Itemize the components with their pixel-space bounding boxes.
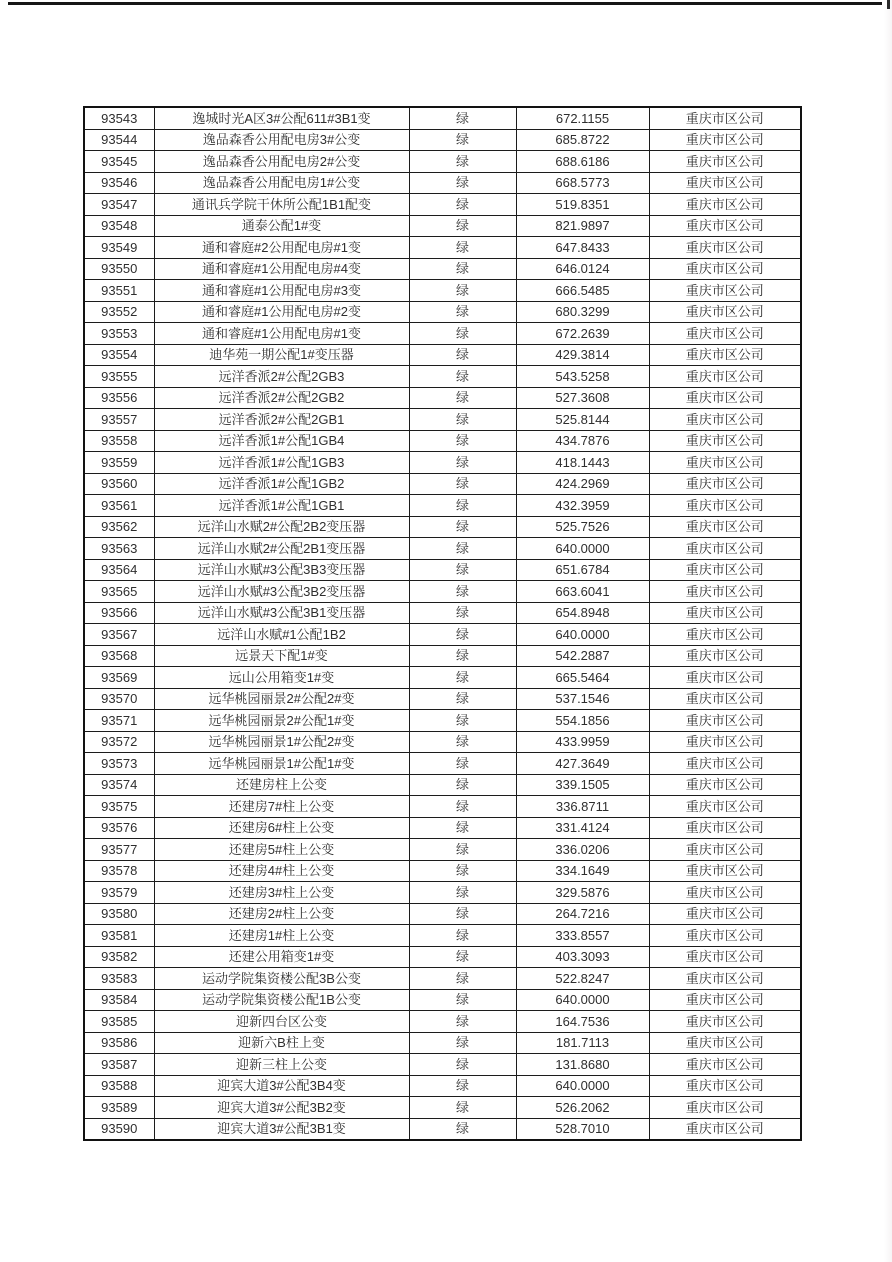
cell-company: 重庆市区公司 xyxy=(649,989,801,1011)
cell-status: 绿 xyxy=(409,323,516,345)
cell-name: 远洋香派1#公配1GB2 xyxy=(154,473,409,495)
table-row xyxy=(84,473,801,495)
cell-value: 672.2639 xyxy=(516,323,649,345)
cell-value: 647.8433 xyxy=(516,237,649,259)
cell-name: 远华桃园丽景1#公配2#变 xyxy=(154,731,409,753)
cell-company: 重庆市区公司 xyxy=(649,1011,801,1033)
cell-company: 重庆市区公司 xyxy=(649,860,801,882)
cell-status: 绿 xyxy=(409,516,516,538)
cell-name: 还建房6#柱上公变 xyxy=(154,817,409,839)
cell-name: 远洋香派1#公配1GB4 xyxy=(154,430,409,452)
transformer-data-table xyxy=(83,106,802,1141)
cell-company: 重庆市区公司 xyxy=(649,151,801,173)
cell-id: 93585 xyxy=(84,1011,154,1033)
cell-company: 重庆市区公司 xyxy=(649,817,801,839)
table-row xyxy=(84,1054,801,1076)
cell-value: 434.7876 xyxy=(516,430,649,452)
cell-name: 还建房7#柱上公变 xyxy=(154,796,409,818)
cell-id: 93564 xyxy=(84,559,154,581)
cell-status: 绿 xyxy=(409,301,516,323)
cell-value: 528.7010 xyxy=(516,1118,649,1140)
cell-status: 绿 xyxy=(409,839,516,861)
cell-value: 542.2887 xyxy=(516,645,649,667)
cell-value: 640.0000 xyxy=(516,1075,649,1097)
cell-name: 逸品森香公用配电房2#公变 xyxy=(154,151,409,173)
cell-value: 666.5485 xyxy=(516,280,649,302)
cell-id: 93548 xyxy=(84,215,154,237)
page-top-rule xyxy=(8,2,882,5)
cell-name: 迎宾大道3#公配3B4变 xyxy=(154,1075,409,1097)
cell-status: 绿 xyxy=(409,1011,516,1033)
table-row xyxy=(84,516,801,538)
cell-company: 重庆市区公司 xyxy=(649,903,801,925)
table-row xyxy=(84,1075,801,1097)
cell-status: 绿 xyxy=(409,1054,516,1076)
cell-name: 远洋香派2#公配2GB2 xyxy=(154,387,409,409)
cell-id: 93558 xyxy=(84,430,154,452)
cell-value: 543.5258 xyxy=(516,366,649,388)
cell-value: 403.3093 xyxy=(516,946,649,968)
cell-id: 93586 xyxy=(84,1032,154,1054)
cell-id: 93571 xyxy=(84,710,154,732)
table-row xyxy=(84,495,801,517)
cell-id: 93589 xyxy=(84,1097,154,1119)
cell-id: 93568 xyxy=(84,645,154,667)
cell-id: 93565 xyxy=(84,581,154,603)
table-row xyxy=(84,1118,801,1140)
cell-status: 绿 xyxy=(409,237,516,259)
table-row xyxy=(84,882,801,904)
cell-id: 93582 xyxy=(84,946,154,968)
cell-value: 527.3608 xyxy=(516,387,649,409)
cell-name: 逸品森香公用配电房1#公变 xyxy=(154,172,409,194)
cell-value: 640.0000 xyxy=(516,538,649,560)
cell-status: 绿 xyxy=(409,968,516,990)
cell-company: 重庆市区公司 xyxy=(649,1075,801,1097)
cell-company: 重庆市区公司 xyxy=(649,194,801,216)
table-row xyxy=(84,817,801,839)
cell-name: 远洋山水赋#1公配1B2 xyxy=(154,624,409,646)
cell-status: 绿 xyxy=(409,258,516,280)
cell-status: 绿 xyxy=(409,473,516,495)
cell-status: 绿 xyxy=(409,989,516,1011)
table-row xyxy=(84,129,801,151)
cell-value: 331.4124 xyxy=(516,817,649,839)
cell-id: 93545 xyxy=(84,151,154,173)
cell-company: 重庆市区公司 xyxy=(649,731,801,753)
cell-value: 329.5876 xyxy=(516,882,649,904)
cell-status: 绿 xyxy=(409,817,516,839)
table-row xyxy=(84,387,801,409)
cell-company: 重庆市区公司 xyxy=(649,366,801,388)
cell-company: 重庆市区公司 xyxy=(649,538,801,560)
table-row xyxy=(84,409,801,431)
cell-id: 93559 xyxy=(84,452,154,474)
table-row xyxy=(84,1097,801,1119)
table-row xyxy=(84,925,801,947)
table-row xyxy=(84,753,801,775)
cell-name: 逸城时光A区3#公配611#3B1变 xyxy=(154,107,409,129)
cell-status: 绿 xyxy=(409,731,516,753)
cell-name: 远洋山水赋2#公配2B1变压器 xyxy=(154,538,409,560)
cell-company: 重庆市区公司 xyxy=(649,301,801,323)
table-row xyxy=(84,430,801,452)
cell-id: 93580 xyxy=(84,903,154,925)
cell-value: 418.1443 xyxy=(516,452,649,474)
table-body xyxy=(84,107,801,1140)
table-row xyxy=(84,366,801,388)
cell-id: 93556 xyxy=(84,387,154,409)
table-row xyxy=(84,860,801,882)
cell-value: 429.3814 xyxy=(516,344,649,366)
cell-name: 远洋香派2#公配2GB1 xyxy=(154,409,409,431)
cell-company: 重庆市区公司 xyxy=(649,624,801,646)
cell-id: 93563 xyxy=(84,538,154,560)
cell-name: 远华桃园丽景1#公配1#变 xyxy=(154,753,409,775)
cell-value: 821.9897 xyxy=(516,215,649,237)
cell-id: 93562 xyxy=(84,516,154,538)
cell-id: 93577 xyxy=(84,839,154,861)
cell-company: 重庆市区公司 xyxy=(649,688,801,710)
cell-value: 131.8680 xyxy=(516,1054,649,1076)
table-row xyxy=(84,344,801,366)
cell-name: 远洋山水赋#3公配3B3变压器 xyxy=(154,559,409,581)
cell-status: 绿 xyxy=(409,107,516,129)
cell-status: 绿 xyxy=(409,129,516,151)
cell-value: 339.1505 xyxy=(516,774,649,796)
cell-value: 651.6784 xyxy=(516,559,649,581)
table-row xyxy=(84,774,801,796)
cell-status: 绿 xyxy=(409,1118,516,1140)
cell-status: 绿 xyxy=(409,882,516,904)
cell-company: 重庆市区公司 xyxy=(649,344,801,366)
cell-value: 522.8247 xyxy=(516,968,649,990)
cell-value: 336.8711 xyxy=(516,796,649,818)
cell-status: 绿 xyxy=(409,409,516,431)
cell-value: 554.1856 xyxy=(516,710,649,732)
cell-value: 672.1155 xyxy=(516,107,649,129)
cell-id: 93584 xyxy=(84,989,154,1011)
table-row xyxy=(84,323,801,345)
scan-edge-band xyxy=(884,0,892,1262)
cell-value: 164.7536 xyxy=(516,1011,649,1033)
cell-value: 525.8144 xyxy=(516,409,649,431)
cell-name: 还建房3#柱上公变 xyxy=(154,882,409,904)
table-row xyxy=(84,151,801,173)
cell-id: 93553 xyxy=(84,323,154,345)
cell-id: 93573 xyxy=(84,753,154,775)
table-row xyxy=(84,710,801,732)
scan-edge-mark xyxy=(887,0,890,9)
cell-name: 远洋香派1#公配1GB1 xyxy=(154,495,409,517)
cell-status: 绿 xyxy=(409,452,516,474)
table-row xyxy=(84,602,801,624)
cell-id: 93543 xyxy=(84,107,154,129)
cell-name: 远洋山水赋2#公配2B2变压器 xyxy=(154,516,409,538)
cell-name: 还建房柱上公变 xyxy=(154,774,409,796)
cell-id: 93567 xyxy=(84,624,154,646)
cell-value: 432.3959 xyxy=(516,495,649,517)
cell-name: 通和睿庭#2公用配电房#1变 xyxy=(154,237,409,259)
cell-name: 远洋香派1#公配1GB3 xyxy=(154,452,409,474)
cell-status: 绿 xyxy=(409,194,516,216)
cell-name: 通和睿庭#1公用配电房#1变 xyxy=(154,323,409,345)
cell-status: 绿 xyxy=(409,903,516,925)
table-row xyxy=(84,215,801,237)
cell-status: 绿 xyxy=(409,1097,516,1119)
cell-id: 93557 xyxy=(84,409,154,431)
cell-value: 668.5773 xyxy=(516,172,649,194)
table-row xyxy=(84,1032,801,1054)
cell-value: 519.8351 xyxy=(516,194,649,216)
cell-company: 重庆市区公司 xyxy=(649,129,801,151)
cell-value: 646.0124 xyxy=(516,258,649,280)
cell-id: 93547 xyxy=(84,194,154,216)
table-row xyxy=(84,237,801,259)
cell-company: 重庆市区公司 xyxy=(649,581,801,603)
cell-status: 绿 xyxy=(409,538,516,560)
table-row xyxy=(84,258,801,280)
cell-id: 93575 xyxy=(84,796,154,818)
cell-company: 重庆市区公司 xyxy=(649,839,801,861)
cell-name: 还建房4#柱上公变 xyxy=(154,860,409,882)
cell-name: 还建房5#柱上公变 xyxy=(154,839,409,861)
cell-id: 93546 xyxy=(84,172,154,194)
cell-company: 重庆市区公司 xyxy=(649,1097,801,1119)
table-row xyxy=(84,989,801,1011)
cell-status: 绿 xyxy=(409,796,516,818)
cell-value: 333.8557 xyxy=(516,925,649,947)
cell-company: 重庆市区公司 xyxy=(649,925,801,947)
cell-status: 绿 xyxy=(409,624,516,646)
cell-company: 重庆市区公司 xyxy=(649,968,801,990)
cell-company: 重庆市区公司 xyxy=(649,645,801,667)
cell-status: 绿 xyxy=(409,344,516,366)
cell-value: 654.8948 xyxy=(516,602,649,624)
cell-name: 还建房2#柱上公变 xyxy=(154,903,409,925)
cell-status: 绿 xyxy=(409,559,516,581)
cell-id: 93570 xyxy=(84,688,154,710)
cell-id: 93555 xyxy=(84,366,154,388)
cell-name: 远洋香派2#公配2GB3 xyxy=(154,366,409,388)
cell-id: 93578 xyxy=(84,860,154,882)
cell-value: 433.9959 xyxy=(516,731,649,753)
cell-status: 绿 xyxy=(409,366,516,388)
table-row xyxy=(84,107,801,129)
cell-id: 93566 xyxy=(84,602,154,624)
cell-name: 远华桃园丽景2#公配2#变 xyxy=(154,688,409,710)
cell-status: 绿 xyxy=(409,280,516,302)
cell-company: 重庆市区公司 xyxy=(649,796,801,818)
cell-company: 重庆市区公司 xyxy=(649,667,801,689)
cell-status: 绿 xyxy=(409,215,516,237)
cell-name: 还建房1#柱上公变 xyxy=(154,925,409,947)
cell-value: 525.7526 xyxy=(516,516,649,538)
cell-value: 665.5464 xyxy=(516,667,649,689)
cell-company: 重庆市区公司 xyxy=(649,1054,801,1076)
cell-value: 264.7216 xyxy=(516,903,649,925)
table-row xyxy=(84,1011,801,1033)
cell-company: 重庆市区公司 xyxy=(649,172,801,194)
cell-company: 重庆市区公司 xyxy=(649,516,801,538)
table-row xyxy=(84,452,801,474)
table-row xyxy=(84,946,801,968)
cell-company: 重庆市区公司 xyxy=(649,430,801,452)
cell-value: 663.6041 xyxy=(516,581,649,603)
cell-company: 重庆市区公司 xyxy=(649,602,801,624)
cell-name: 迎新三柱上公变 xyxy=(154,1054,409,1076)
table-row xyxy=(84,731,801,753)
cell-company: 重庆市区公司 xyxy=(649,323,801,345)
table-row xyxy=(84,538,801,560)
cell-id: 93561 xyxy=(84,495,154,517)
cell-status: 绿 xyxy=(409,602,516,624)
cell-company: 重庆市区公司 xyxy=(649,559,801,581)
cell-value: 680.3299 xyxy=(516,301,649,323)
table-row xyxy=(84,688,801,710)
cell-id: 93587 xyxy=(84,1054,154,1076)
cell-company: 重庆市区公司 xyxy=(649,774,801,796)
cell-status: 绿 xyxy=(409,860,516,882)
cell-company: 重庆市区公司 xyxy=(649,946,801,968)
cell-value: 181.7113 xyxy=(516,1032,649,1054)
cell-id: 93569 xyxy=(84,667,154,689)
cell-company: 重庆市区公司 xyxy=(649,237,801,259)
table-row xyxy=(84,645,801,667)
cell-status: 绿 xyxy=(409,1032,516,1054)
cell-company: 重庆市区公司 xyxy=(649,409,801,431)
cell-name: 远洋山水赋#3公配3B2变压器 xyxy=(154,581,409,603)
cell-id: 93549 xyxy=(84,237,154,259)
table-row xyxy=(84,903,801,925)
table-row xyxy=(84,559,801,581)
cell-value: 640.0000 xyxy=(516,989,649,1011)
cell-id: 93572 xyxy=(84,731,154,753)
cell-id: 93552 xyxy=(84,301,154,323)
cell-name: 通和睿庭#1公用配电房#3变 xyxy=(154,280,409,302)
cell-status: 绿 xyxy=(409,925,516,947)
cell-id: 93576 xyxy=(84,817,154,839)
cell-status: 绿 xyxy=(409,946,516,968)
cell-name: 远洋山水赋#3公配3B1变压器 xyxy=(154,602,409,624)
cell-name: 还建公用箱变1#变 xyxy=(154,946,409,968)
cell-status: 绿 xyxy=(409,688,516,710)
cell-status: 绿 xyxy=(409,710,516,732)
cell-name: 逸品森香公用配电房3#公变 xyxy=(154,129,409,151)
cell-value: 526.2062 xyxy=(516,1097,649,1119)
cell-status: 绿 xyxy=(409,753,516,775)
cell-id: 93550 xyxy=(84,258,154,280)
cell-name: 运动学院集资楼公配3B公变 xyxy=(154,968,409,990)
cell-status: 绿 xyxy=(409,387,516,409)
cell-company: 重庆市区公司 xyxy=(649,452,801,474)
cell-company: 重庆市区公司 xyxy=(649,473,801,495)
table-row xyxy=(84,172,801,194)
cell-status: 绿 xyxy=(409,1075,516,1097)
table-row xyxy=(84,667,801,689)
cell-name: 运动学院集资楼公配1B公变 xyxy=(154,989,409,1011)
cell-id: 93581 xyxy=(84,925,154,947)
cell-id: 93560 xyxy=(84,473,154,495)
cell-value: 424.2969 xyxy=(516,473,649,495)
table-row xyxy=(84,839,801,861)
cell-status: 绿 xyxy=(409,151,516,173)
cell-value: 537.1546 xyxy=(516,688,649,710)
cell-value: 685.8722 xyxy=(516,129,649,151)
table-row xyxy=(84,796,801,818)
cell-company: 重庆市区公司 xyxy=(649,280,801,302)
cell-name: 通和睿庭#1公用配电房#4变 xyxy=(154,258,409,280)
cell-value: 688.6186 xyxy=(516,151,649,173)
cell-id: 93588 xyxy=(84,1075,154,1097)
table-row xyxy=(84,624,801,646)
table-row xyxy=(84,301,801,323)
table-row xyxy=(84,968,801,990)
cell-value: 427.3649 xyxy=(516,753,649,775)
cell-value: 336.0206 xyxy=(516,839,649,861)
cell-id: 93590 xyxy=(84,1118,154,1140)
cell-company: 重庆市区公司 xyxy=(649,1032,801,1054)
cell-company: 重庆市区公司 xyxy=(649,710,801,732)
table-row xyxy=(84,581,801,603)
cell-id: 93583 xyxy=(84,968,154,990)
cell-company: 重庆市区公司 xyxy=(649,753,801,775)
cell-name: 远景天下配1#变 xyxy=(154,645,409,667)
cell-status: 绿 xyxy=(409,495,516,517)
cell-status: 绿 xyxy=(409,774,516,796)
cell-id: 93579 xyxy=(84,882,154,904)
cell-id: 93544 xyxy=(84,129,154,151)
cell-status: 绿 xyxy=(409,645,516,667)
cell-name: 远华桃园丽景2#公配1#变 xyxy=(154,710,409,732)
cell-company: 重庆市区公司 xyxy=(649,215,801,237)
cell-status: 绿 xyxy=(409,172,516,194)
cell-value: 334.1649 xyxy=(516,860,649,882)
cell-company: 重庆市区公司 xyxy=(649,882,801,904)
cell-company: 重庆市区公司 xyxy=(649,1118,801,1140)
cell-company: 重庆市区公司 xyxy=(649,107,801,129)
cell-id: 93551 xyxy=(84,280,154,302)
cell-name: 远山公用箱变1#变 xyxy=(154,667,409,689)
cell-name: 通泰公配1#变 xyxy=(154,215,409,237)
cell-status: 绿 xyxy=(409,581,516,603)
cell-company: 重庆市区公司 xyxy=(649,258,801,280)
cell-company: 重庆市区公司 xyxy=(649,387,801,409)
table-row xyxy=(84,194,801,216)
table-row xyxy=(84,280,801,302)
cell-value: 640.0000 xyxy=(516,624,649,646)
cell-id: 93574 xyxy=(84,774,154,796)
cell-name: 通讯兵学院干休所公配1B1配变 xyxy=(154,194,409,216)
cell-id: 93554 xyxy=(84,344,154,366)
cell-name: 迎宾大道3#公配3B2变 xyxy=(154,1097,409,1119)
cell-status: 绿 xyxy=(409,667,516,689)
cell-name: 迎宾大道3#公配3B1变 xyxy=(154,1118,409,1140)
cell-name: 迎新四台区公变 xyxy=(154,1011,409,1033)
cell-name: 迎新六B柱上变 xyxy=(154,1032,409,1054)
cell-status: 绿 xyxy=(409,430,516,452)
cell-company: 重庆市区公司 xyxy=(649,495,801,517)
cell-name: 通和睿庭#1公用配电房#2变 xyxy=(154,301,409,323)
cell-name: 迪华苑一期公配1#变压器 xyxy=(154,344,409,366)
